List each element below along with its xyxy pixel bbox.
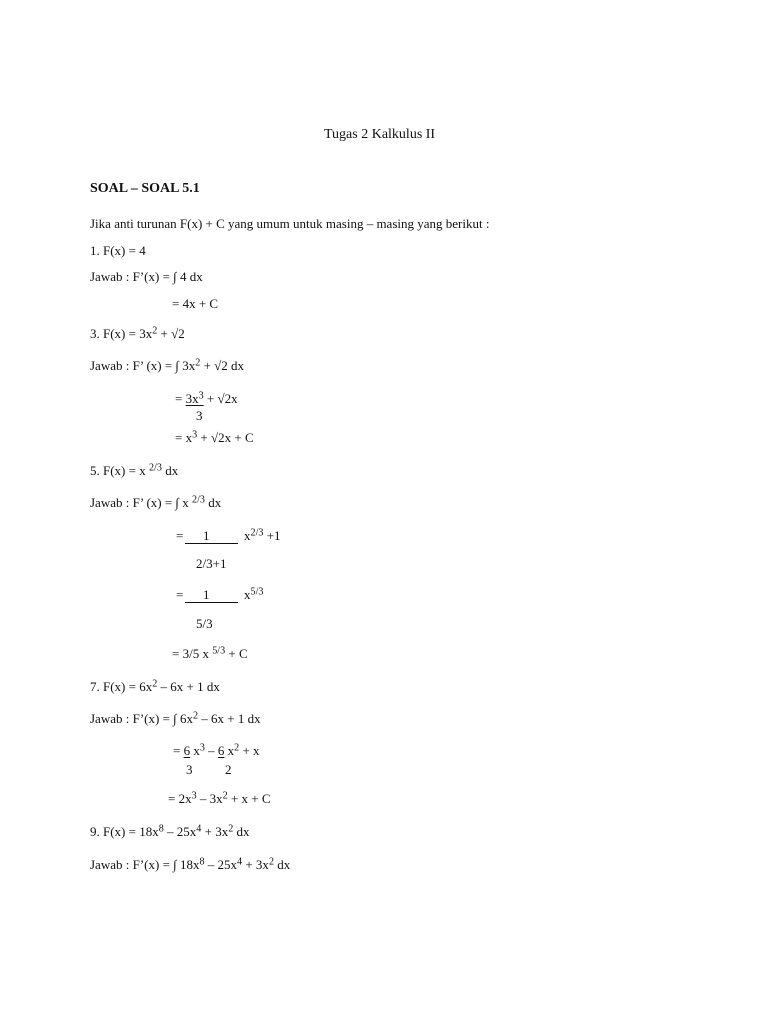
problem-3-step-1: = $3x^3 + √2x$ (175, 390, 238, 406)
problem-7-question: 7. $F(x) = 6x^2 - 6x + 1$ dx (90, 678, 220, 694)
problem-1-answer: Jawab : F’(x) = ∫ 4 dx (90, 269, 203, 284)
fraction-numerator: $3x^3$ (185, 390, 204, 406)
problem-3-answer: Jawab : F’ (x) = ∫ $3x^2 + √2$ dx (90, 357, 245, 373)
problem-5-step-2-power: $x^{5/3}$ (244, 586, 264, 602)
problem-5-step-1-power: $x^{2/3} +1$ (244, 527, 281, 543)
section-heading: SOAL – SOAL 5.1 (90, 181, 200, 196)
problem-5-step-1-numerator: 1 (203, 528, 210, 543)
problem-5-step-1-equals: = (176, 528, 184, 543)
fraction-bar (185, 602, 238, 603)
problem-7-step-1-denominator-2: 2 (225, 762, 232, 777)
problem-5-step-2-numerator: 1 (203, 587, 210, 602)
problem-1-question: 1. F(x) = 4 (90, 243, 146, 258)
problem-3-step-1-denominator: 3 (196, 408, 203, 423)
problem-5-step-2-equals: = (176, 587, 184, 602)
intro-text: Jika anti turunan F(x) + C yang umum untuk masing – masing yang berikut : (90, 216, 490, 231)
problem-7-step-1: = 6 $x^3 - 6$ $x^2 + x$ (173, 742, 260, 758)
problem-5-answer: Jawab : F’ (x) = ∫ x $^{2/3}$ dx (90, 494, 222, 510)
problem-7-step-2: = $2x^3 - 3x^2 + x + C$ (168, 790, 271, 806)
document-title: Tugas 2 Kalkulus II (324, 127, 436, 142)
problem-9-question: 9. $F(x) = 18x^8 - 25x^4 + 3x^2$ dx (90, 823, 250, 839)
problem-7-answer: Jawab : F’(x) = ∫ $6x^2 - 6x + 1$ dx (90, 710, 261, 726)
problem-5-step-1-denominator: 2/3+1 (196, 556, 227, 571)
problem-3-question: 3. $F(x) = 3x^2 + √2$ (90, 325, 185, 341)
problem-9-answer: Jawab : F’(x) = ∫ $18x^8 - 25x^4 + 3x^2$ dx (90, 856, 291, 872)
problem-3-step-2: = $x^3 + √2x + C$ (175, 429, 254, 445)
problem-1-step-1: = 4x + C (172, 296, 219, 311)
problem-5-step-3: = 3/5 x $^{5/3}$ + C (172, 645, 248, 661)
problem-5-step-2-denominator: 5/3 (196, 616, 213, 631)
problem-7-step-1-denominator-1: 3 (186, 762, 193, 777)
problem-5-question: 5. F(x) = x $^{2/3}$ dx (90, 462, 179, 478)
fraction-bar (185, 543, 238, 544)
